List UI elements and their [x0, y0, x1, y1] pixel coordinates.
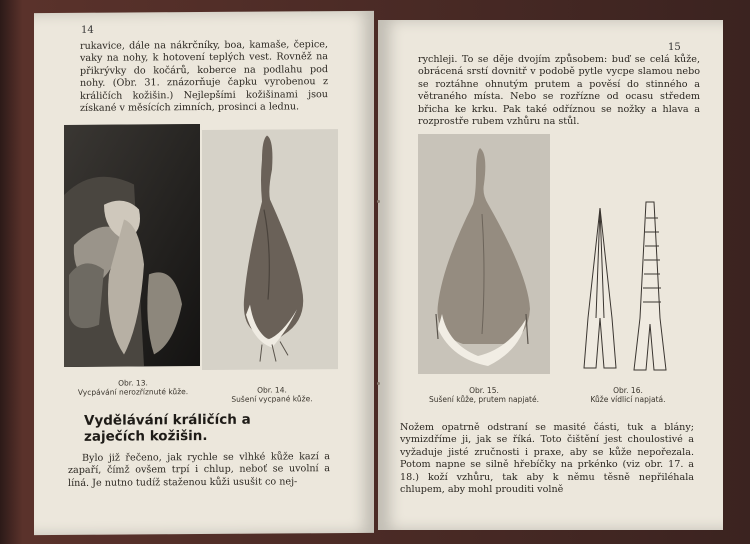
paragraph — [80, 39, 328, 115]
figure-14-caption — [212, 385, 332, 404]
figure-15-caption — [424, 386, 544, 404]
figure-15-photo — [418, 134, 550, 374]
paragraph-text: Nožem opatrně odstraní se masité části, tuk a blány; vymizdříme ji, jak se říká. Toto čištění jest choulostivé a vyžaduje jisté zručnosti i praxe, aby se kůže nepořezala. Potom napne se silně hřebíčky na prkénko (viz obr. 17. a 18.) koží vzhůru, tak aby k němu těsně nepřiléhala chlupem, aby mohl prouditi volně — [400, 422, 694, 496]
figure-number: Obr. 15. — [469, 386, 499, 395]
figure-caption-text: Sušení vycpané kůže. — [231, 394, 313, 404]
page-number: 15 — [668, 42, 681, 53]
figure-number: Obr. 13. — [118, 378, 148, 388]
section-heading: Vydělávání králičích a zaječích kožišin. — [84, 411, 251, 445]
figure-16-drawing — [574, 198, 684, 376]
paragraph — [418, 54, 700, 128]
paragraph-text: Bylo již řečeno, jak rychle se vlhké kůže kazí a zapaří, čímž ovšem trpí i chlup, neboť se uvolní a líná. Je nutno tudíž staženou kůži usušit co nej- — [68, 451, 330, 489]
right-page — [378, 20, 723, 530]
figure-caption-text: Vycpávání nerozříznuté kůže. — [77, 387, 189, 397]
paragraph — [68, 451, 330, 490]
left-page — [34, 11, 374, 535]
page-number: 14 — [81, 24, 94, 36]
figure-number: Obr. 14. — [257, 385, 287, 395]
figure-number: Obr. 16. — [613, 386, 643, 395]
figure-14-illustration — [202, 129, 338, 370]
figure-15-illustration — [418, 134, 550, 374]
figure-caption-text: Kůže vídlicí napjatá. — [590, 395, 666, 404]
figure-16-caption — [568, 386, 688, 404]
figure-13-photo — [64, 124, 200, 367]
figure-14-photo — [202, 129, 338, 370]
figure-13-caption — [68, 378, 198, 397]
figure-13-illustration — [64, 124, 200, 367]
figure-caption-text: Sušení kůže, prutem napjaté. — [428, 395, 539, 404]
paragraph — [400, 422, 694, 496]
paragraph-text: rukavice, dále na nákrčníky, boa, kamaše, čepice, vaky na nohy, k hotovení teplých vest. Rovněž na přikrývky do kočárů, koberce na podlahu pod nohy. (Obr. 31. znázorňuje čapku vyrobenou z králičích kožišin.) Nejlepšími kožišinami jsou získané v měsících zimních, prosinci a lednu. — [80, 39, 328, 114]
figure-16-illustration — [574, 198, 684, 376]
paragraph-text: rychleji. To se děje dvojím způsobem: buď se celá kůže, obrácená srstí dovnitř v podobě pytle vycpe slamou nebo se roztáhne ohnutým prutem a pověsí do stinného a větraného místa. Nebo se rozřízne od ocasu středem břicha ke krku. Pak také odříznou se nožky a hlava a rozprostře rubem vzhůru na stůl. — [418, 54, 700, 128]
